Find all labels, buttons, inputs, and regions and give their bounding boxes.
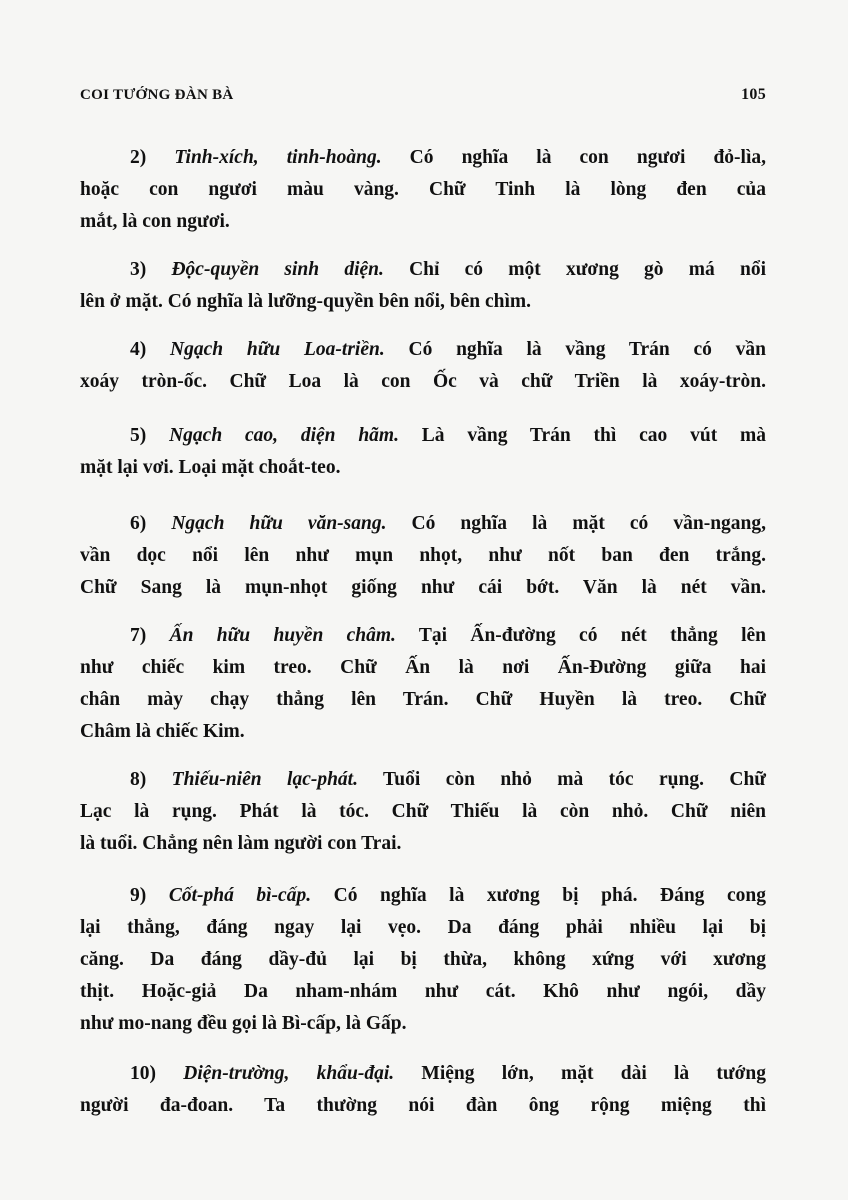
item-number: 3) (130, 259, 147, 280)
item-number: 8) (130, 769, 147, 790)
paragraph-line: mắt, là con ngươi. (80, 211, 230, 232)
line-text: Có nghĩa là xương bị phá. Đáng cong (311, 885, 766, 906)
line-text: Chỉ có một xương gò má nổi (383, 259, 766, 280)
item-number: 2) (130, 147, 147, 168)
paragraph-line: thịt. Hoặc-giả Da nham-nhám như cát. Khô như ngói, dầy (80, 981, 766, 1002)
item-number: 6) (130, 513, 147, 534)
item-term: Diện-trường, khẩu-đại. (183, 1063, 395, 1084)
page-number: 105 (741, 86, 766, 103)
item-number: 7) (130, 625, 147, 646)
paragraph-line: xoáy tròn-ốc. Chữ Loa là con Ốc và chữ Triền là xoáy-tròn. (80, 371, 766, 392)
paragraph-line: căng. Da đáng dầy-đủ lại bị thừa, không xứng với xương (80, 949, 766, 970)
item-term: Tinh-xích, tinh-hoàng. (174, 147, 382, 168)
paragraph-line: người đa-đoan. Ta thường nói đàn ông rộng miệng thì (80, 1095, 766, 1116)
paragraph-line: như mo-nang đều gọi là Bì-cấp, là Gấp. (80, 1013, 407, 1034)
paragraph-line (130, 624, 766, 648)
paragraph-line: Lạc là rụng. Phát là tóc. Chữ Thiếu là còn nhỏ. Chữ niên (80, 801, 766, 822)
item-term: Thiếu-niên lạc-phát. (171, 769, 358, 790)
item-term: Cốt-phá bì-cấp. (168, 885, 312, 906)
item-number: 10) (130, 1063, 156, 1084)
paragraph-line: Chữ Sang là mụn-nhọt giống như cái bớt. Văn là nét vần. (80, 577, 766, 598)
paragraph-line (130, 768, 766, 792)
line-text: Là vầng Trán thì cao vút mà (398, 425, 767, 446)
paragraph-line: lại thẳng, đáng ngay lại vẹo. Da đáng phải nhiều lại bị (80, 917, 766, 938)
paragraph-line: là tuổi. Chẳng nên làm người con Trai. (80, 833, 402, 854)
running-header-title: COI TƯỚNG ĐÀN BÀ (80, 87, 234, 103)
line-text: Tuổi còn nhỏ mà tóc rụng. Chữ (357, 769, 766, 790)
item-term: Ngạch hữu văn-sang. (171, 513, 387, 534)
item-number: 9) (130, 885, 147, 906)
item-term: Độc-quyền sinh diện. (171, 259, 384, 280)
line-text: Tại Ấn-đường có nét thẳng lên (395, 625, 767, 646)
paragraph-line (130, 424, 766, 448)
paragraph-line: như chiếc kim treo. Chữ Ấn là nơi Ấn-Đường giữa hai (80, 657, 766, 678)
paragraph-line (130, 512, 766, 536)
paragraph-line (130, 338, 766, 362)
paragraph-line: hoặc con ngươi màu vàng. Chữ Tinh là lòng đen của (80, 179, 766, 200)
line-text: Có nghĩa là mặt có vần-ngang, (386, 513, 767, 534)
item-term: Ngạch cao, diện hãm. (169, 425, 399, 446)
paragraph-line (130, 884, 766, 908)
item-number: 5) (130, 425, 147, 446)
paragraph-line: mặt lại vơi. Loại mặt choắt-teo. (80, 457, 341, 478)
paragraph-line: chân mày chạy thẳng lên Trán. Chữ Huyền là treo. Chữ (80, 689, 766, 710)
paragraph-line (130, 1062, 766, 1086)
paragraph-line: Châm là chiếc Kim. (80, 721, 245, 742)
line-text: Có nghĩa là con ngươi đỏ-lìa, (381, 147, 767, 168)
paragraph-line (130, 146, 766, 170)
item-term: Ấn hữu huyền châm. (169, 625, 396, 646)
line-text: Có nghĩa là vầng Trán có vần (384, 339, 766, 360)
item-number: 4) (130, 339, 147, 360)
line-text: Miệng lớn, mặt dài là tướng (394, 1063, 767, 1084)
paragraph-line (130, 258, 766, 282)
item-term: Ngạch hữu Loa-triền. (170, 339, 385, 360)
paragraph-line: vần dọc nổi lên như mụn nhọt, như nốt ban đen trắng. (80, 545, 766, 566)
paragraph-line: lên ở mặt. Có nghĩa là lưỡng-quyền bên nổi, bên chìm. (80, 291, 531, 312)
running-header (80, 86, 766, 104)
